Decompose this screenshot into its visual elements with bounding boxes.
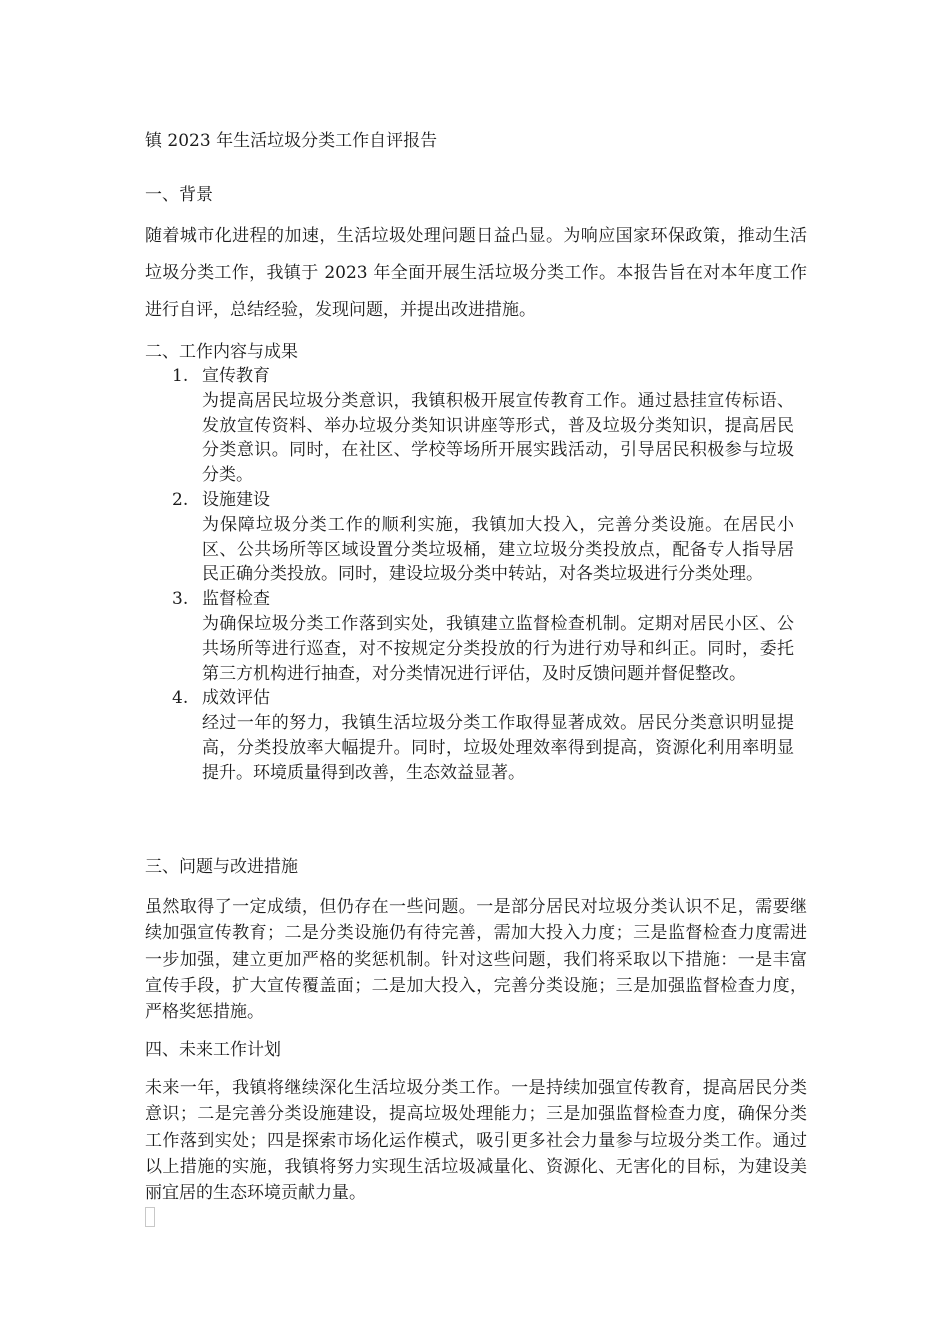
- section-heading-work-content: 二、工作内容与成果: [145, 342, 298, 362]
- document-title: 镇 2023 年生活垃圾分类工作自评报告: [145, 131, 438, 151]
- list-item-title: 成效评估: [202, 688, 270, 709]
- list-item-body: 为保障垃圾分类工作的顺利实施，我镇加大投入，完善分类设施。在居民小区、公共场所等区域设置分类垃圾桶，建立垃圾分类投放点，配备专人指导居民正确分类投放。同时，建设垃圾分类中转站，对各类垃圾进行分类处理。: [202, 514, 794, 585]
- text-cursor-marker: [145, 1207, 155, 1227]
- work-content-list: [145, 364, 807, 786]
- list-item-body: 为提高居民垃圾分类意识，我镇积极开展宣传教育工作。通过悬挂宣传标语、发放宣传资料、举办垃圾分类知识讲座等形式，普及垃圾分类知识，提高居民分类意识。同时，在社区、学校等场所开展实践活动，引导居民积极参与垃圾分类。: [202, 390, 794, 486]
- list-item-number: 1.: [172, 366, 189, 386]
- list-item-number: 2.: [172, 489, 189, 510]
- section-body-problems: 虽然取得了一定成绩，但仍存在一些问题。一是部分居民对垃圾分类认识不足，需要继续加强宣传教育；二是分类设施仍有待完善，需加大投入力度；三是监督检查力度需进一步加强，建立更加严格的奖惩机制。针对这些问题，我们将采取以下措施：一是丰富宣传手段，扩大宣传覆盖面；二是加大投入，完善分类设施；三是加强监督检查力度，严格奖惩措施。: [145, 897, 807, 1023]
- list-item-body: 为确保垃圾分类工作落到实处，我镇建立监督检查机制。定期对居民小区、公共场所等进行巡查，对不按规定分类投放的行为进行劝导和纠正。同时，委托第三方机构进行抽查，对分类情况进行评估，及时反馈问题并督促整改。: [202, 613, 794, 684]
- list-item-title: 监督检查: [202, 589, 270, 610]
- list-item-title: 宣传教育: [202, 366, 270, 386]
- list-item: [145, 686, 807, 785]
- section-heading-background: 一、背景: [145, 185, 213, 205]
- list-item: [145, 488, 807, 587]
- list-item: [145, 364, 807, 488]
- section-heading-problems: 三、问题与改进措施: [145, 857, 298, 877]
- list-item: [145, 587, 807, 686]
- list-item-number: 4.: [172, 688, 189, 709]
- list-item-title: 设施建设: [202, 489, 270, 510]
- section-heading-future-plan: 四、未来工作计划: [145, 1040, 281, 1060]
- list-item-body: 经过一年的努力，我镇生活垃圾分类工作取得显著成效。居民分类意识明显提高，分类投放率大幅提升。同时，垃圾处理效率得到提高，资源化利用率明显提升。环境质量得到改善，生态效益显著。: [202, 713, 794, 783]
- list-item-number: 3.: [172, 589, 189, 610]
- section-body-future-plan: 未来一年，我镇将继续深化生活垃圾分类工作。一是持续加强宣传教育，提高居民分类意识；二是完善分类设施建设，提高垃圾处理能力；三是加强监督检查力度，确保分类工作落到实处；四是探索市场化运作模式，吸引更多社会力量参与垃圾分类工作。通过以上措施的实施，我镇将努力实现生活垃圾减量化、资源化、无害化的目标，为建设美丽宜居的生态环境贡献力量。: [145, 1078, 807, 1204]
- section-body-background: 随着城市化进程的加速，生活垃圾处理问题日益凸显。为响应国家环保政策，推动生活垃圾分类工作，我镇于 2023 年全面开展生活垃圾分类工作。本报告旨在对本年度工作进行自评，总结经验，发现问题，并提出改进措施。: [145, 226, 807, 320]
